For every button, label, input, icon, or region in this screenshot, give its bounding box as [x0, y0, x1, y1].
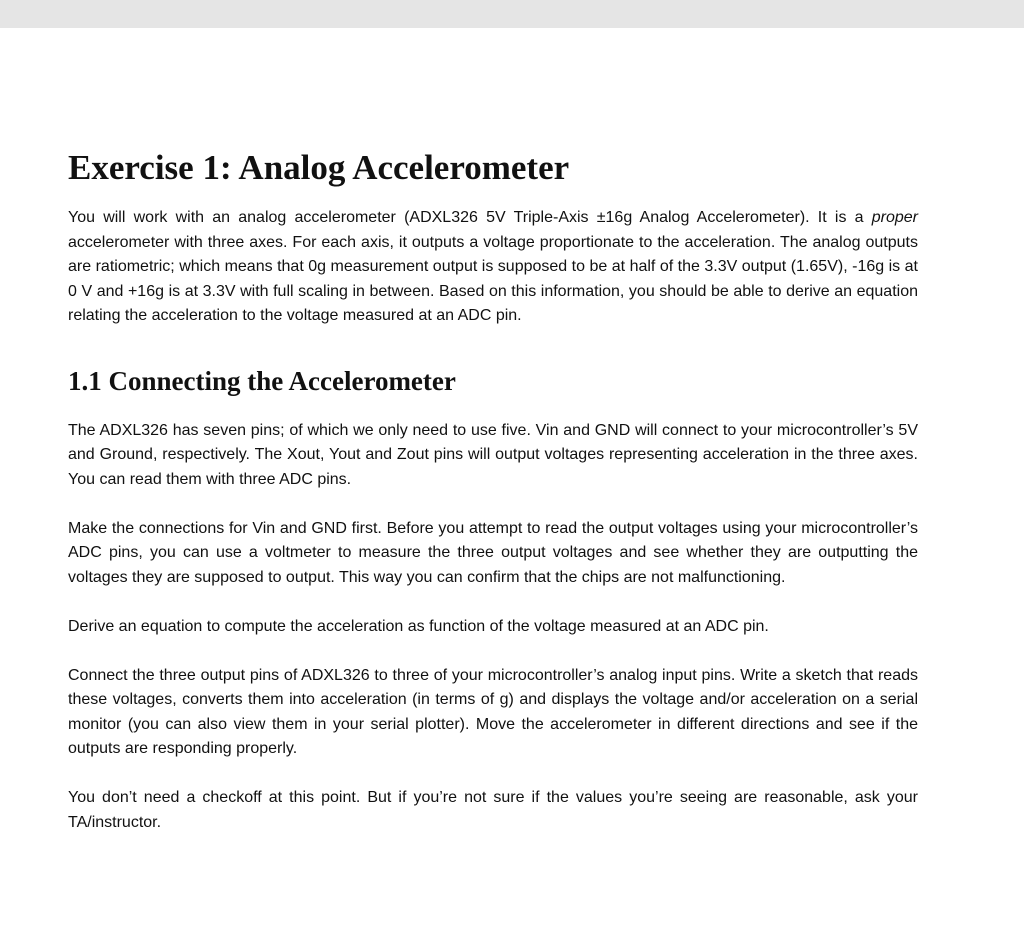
- paragraph-checkoff: You don’t need a checkoff at this point. But if you’re not sure if the values you’re seeing are reasonable, ask your TA/instructor.: [68, 789, 918, 831]
- intro-text-part1: You will work with an analog accelerometer (ADXL326 5V Triple-Axis ±16g Analog Accelerometer). It is a: [68, 209, 872, 226]
- section-heading: 1.1 Connecting the Accelerometer: [68, 365, 456, 396]
- document-page: [0, 28, 1024, 950]
- intro-emphasis: proper: [871, 209, 918, 226]
- paragraph-sketch: Connect the three output pins of ADXL326 to three of your microcontroller’s analog input pins. Write a sketch that reads these voltages, converts them into acceleration (in terms of g) and displays the voltage and/or acceleration on a serial monitor (you can also view them in your serial plotter). Move the accelerometer in different directions and see if the outputs are responding properly.: [68, 666, 918, 757]
- paragraph-pins: The ADXL326 has seven pins; of which we only need to use five. Vin and GND will connect to your microcontroller’s 5V and Ground, respectively. The Xout, Yout and Zout pins will output voltages representing acceleration in the three axes. You can read them with three ADC pins.: [68, 421, 918, 488]
- paragraph-connections: Make the connections for Vin and GND first. Before you attempt to read the output voltages using your microcontroller’s ADC pins, you can use a voltmeter to measure the three output voltages and see whether they are outputting the voltages they are supposed to output. This way you can confirm that the chips are not malfunctioning.: [68, 519, 918, 586]
- viewer-top-bar: [0, 0, 1024, 29]
- intro-paragraph: [68, 206, 918, 329]
- exercise-title: Exercise 1: Analog Accelerometer: [68, 148, 570, 187]
- document-content: [68, 148, 918, 835]
- paragraph-derive: Derive an equation to compute the acceleration as function of the voltage measured at an ADC pin.: [68, 617, 769, 635]
- intro-text-part2: accelerometer with three axes. For each axis, it outputs a voltage proportionate to the acceleration. The analog outputs are ratiometric; which means that 0g measurement output is supposed to be at half of the 3.3V output (1.65V), -16g is at 0 V and +16g is at 3.3V with full scaling in between. Based on this information, you should be able to derive an equation relating the acceleration to the voltage measured at an ADC pin.: [68, 233, 918, 324]
